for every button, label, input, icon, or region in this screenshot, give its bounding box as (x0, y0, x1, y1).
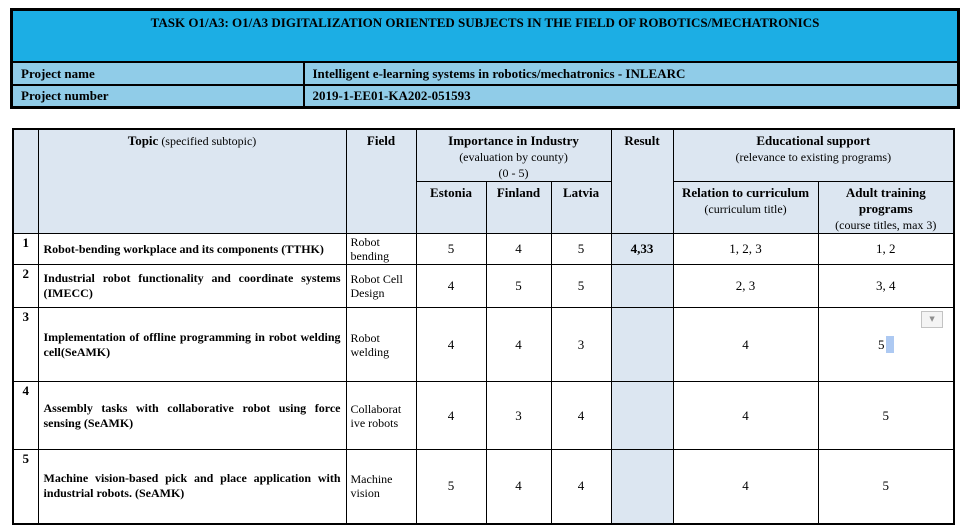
row-3-adult-training-value: 5 (878, 337, 885, 352)
project-name-value: Intelligent e-learning systems in robotics/mechatronics - INLEARC (304, 62, 959, 85)
row-5-curriculum-relation: 4 (673, 450, 818, 524)
row-3-latvia-score: 3 (551, 308, 611, 382)
row-4-adult-training: 5 (818, 382, 954, 450)
row-3-estonia-score: 4 (416, 308, 486, 382)
row-2-finland-score: 5 (486, 265, 551, 308)
task-title: TASK O1/A3: O1/A3 DIGITALIZATION ORIENTED SUBJECTS IN THE FIELD OF ROBOTICS/MECHATRONICS (150, 15, 820, 30)
row-2-result (611, 265, 673, 308)
text-selection-highlight (886, 336, 894, 353)
row-5-field: Machine vision (346, 450, 416, 524)
project-number-label: Project number (12, 85, 304, 107)
row-4-curriculum-relation: 4 (673, 382, 818, 450)
table-header-row-1 (13, 129, 954, 182)
row-4-topic: Assembly tasks with collaborative robot using force sensing (SeAMK) (38, 382, 346, 450)
project-name-label: Project name (12, 62, 304, 85)
project-name-row (12, 62, 959, 85)
table-row (13, 308, 954, 382)
row-3-adult-training (818, 308, 954, 382)
table-row (13, 265, 954, 308)
chevron-down-icon: ▼ (929, 315, 935, 323)
row-3-curriculum-relation: 4 (673, 308, 818, 382)
row-1-curriculum-relation: 1, 2, 3 (673, 234, 818, 265)
row-5-topic: Machine vision-based pick and place application with industrial robots. (SeAMK) (38, 450, 346, 524)
row-4-result (611, 382, 673, 450)
row-3-field: Robot welding (346, 308, 416, 382)
subjects-table (12, 128, 955, 525)
importance-group-header: Importance in Industry (evaluation by county) (0 - 5) (416, 129, 611, 182)
row-2-estonia-score: 4 (416, 265, 486, 308)
row-3-finland-score: 4 (486, 308, 551, 382)
relation-to-curriculum-column-header: Relation to curriculum (curriculum title) (673, 182, 818, 234)
row-4-field: Collaborative robots (346, 382, 416, 450)
task-title-cell (12, 10, 959, 63)
project-header-table (10, 8, 960, 109)
cell-dropdown-button[interactable] (921, 311, 943, 328)
project-number-value: 2019-1-EE01-KA202-051593 (304, 85, 959, 107)
row-2-adult-training: 3, 4 (818, 265, 954, 308)
row-5-latvia-score: 4 (551, 450, 611, 524)
table-row (13, 382, 954, 450)
row-5-adult-training: 5 (818, 450, 954, 524)
row-1-topic: Robot-bending workplace and its components (TTHK) (38, 234, 346, 265)
row-4-number: 4 (13, 382, 38, 450)
row-3-number: 3 (13, 308, 38, 382)
row-1-result: 4,33 (611, 234, 673, 265)
task-title-row (12, 10, 959, 63)
row-4-latvia-score: 4 (551, 382, 611, 450)
estonia-column-header: Estonia (416, 182, 486, 234)
row-1-adult-training: 1, 2 (818, 234, 954, 265)
row-3-result (611, 308, 673, 382)
row-5-finland-score: 4 (486, 450, 551, 524)
row-number-column-header (13, 129, 38, 234)
project-number-row (12, 85, 959, 107)
table-row (13, 234, 954, 265)
row-1-number: 1 (13, 234, 38, 265)
row-5-number: 5 (13, 450, 38, 524)
table-row (13, 450, 954, 524)
row-4-estonia-score: 4 (416, 382, 486, 450)
field-column-header: Field (346, 129, 416, 234)
row-2-field: Robot Cell Design (346, 265, 416, 308)
row-2-latvia-score: 5 (551, 265, 611, 308)
row-2-curriculum-relation: 2, 3 (673, 265, 818, 308)
row-1-finland-score: 4 (486, 234, 551, 265)
row-3-topic: Implementation of offline programming in robot welding cell(SeAMK) (38, 308, 346, 382)
latvia-column-header: Latvia (551, 182, 611, 234)
adult-training-column-header: Adult training programs (course titles, max 3) (818, 182, 954, 234)
row-2-topic: Industrial robot functionality and coordinate systems (IMECC) (38, 265, 346, 308)
row-1-estonia-score: 5 (416, 234, 486, 265)
row-2-number: 2 (13, 265, 38, 308)
finland-column-header: Finland (486, 182, 551, 234)
row-1-latvia-score: 5 (551, 234, 611, 265)
row-5-result (611, 450, 673, 524)
row-4-finland-score: 3 (486, 382, 551, 450)
row-1-field: Robot bending (346, 234, 416, 265)
topic-column-header: Topic (specified subtopic) (38, 129, 346, 234)
result-column-header: Result (611, 129, 673, 234)
row-5-estonia-score: 5 (416, 450, 486, 524)
educational-support-group-header: Educational support (relevance to existing programs) (673, 129, 954, 182)
